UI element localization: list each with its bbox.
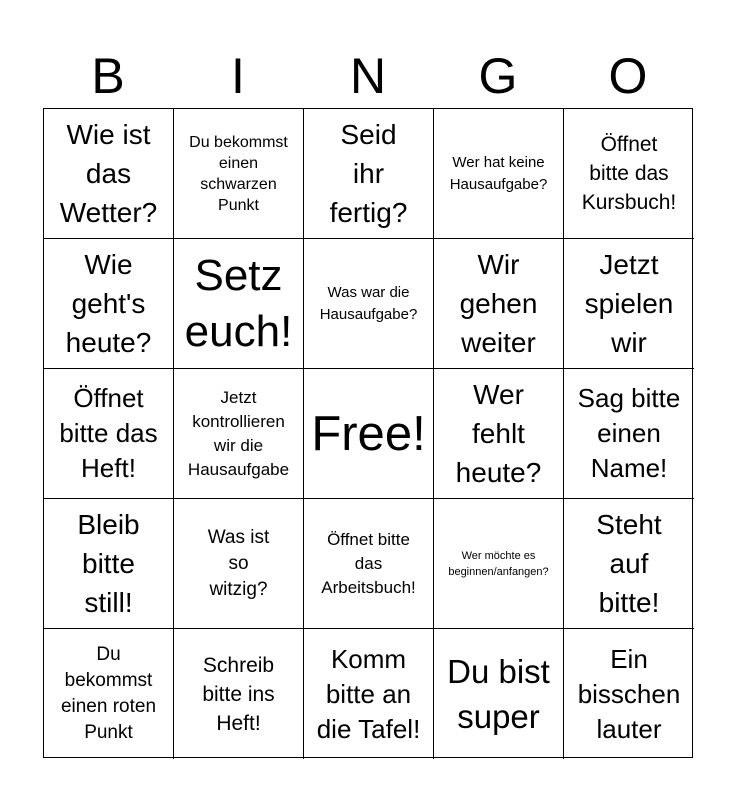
bingo-cell-text: Komm bitte an die Tafel! <box>316 643 421 744</box>
bingo-cell-text: Setz euch! <box>184 250 293 356</box>
bingo-cell-r2c5 <box>564 239 694 369</box>
bingo-cell-r5c4 <box>434 629 564 759</box>
bingo-cell-r3c3 <box>304 369 434 499</box>
bingo-cell-text: Wie geht's heute? <box>65 249 152 358</box>
bingo-cell-r2c4 <box>434 239 564 369</box>
bingo-cell-r3c5 <box>564 369 694 499</box>
header-letter-o: O <box>608 48 648 104</box>
bingo-grid <box>43 108 693 758</box>
bingo-cell-r5c2 <box>174 629 304 759</box>
bingo-cell-text: Jetzt spielen wir <box>584 249 674 358</box>
bingo-cell-text: Was ist so witzig? <box>207 526 270 600</box>
bingo-cell-r5c3 <box>304 629 434 759</box>
bingo-cell-text: Schreib bitte ins Heft! <box>202 653 275 735</box>
bingo-cell-r3c4 <box>434 369 564 499</box>
bingo-cell-text: Steht auf bitte! <box>596 509 662 618</box>
bingo-cell-text: Du bist super <box>447 653 550 735</box>
bingo-cell-text: Wie ist das Wetter? <box>59 119 158 228</box>
bingo-cell-text: Wer möchte es beginnen/anfangen? <box>448 549 549 578</box>
bingo-cell-r1c1 <box>44 109 174 239</box>
bingo-cell-r1c2 <box>174 109 304 239</box>
bingo-cell-text: Was war die Hausaufgabe? <box>319 283 418 323</box>
bingo-cell-text: Wer hat keine Hausaufgabe? <box>449 153 548 193</box>
bingo-cell-text: Öffnet bitte das Heft! <box>59 383 158 483</box>
header-letter-b: B <box>91 48 125 104</box>
bingo-cell-r4c1 <box>44 499 174 629</box>
bingo-cell-text: Öffnet bitte das Arbeitsbuch! <box>321 529 416 597</box>
bingo-cell-r2c2 <box>174 239 304 369</box>
bingo-cell-text: Jetzt kontrollieren wir die Hausaufgabe <box>187 387 290 479</box>
bingo-cell-r1c4 <box>434 109 564 239</box>
bingo-cell-r4c2 <box>174 499 304 629</box>
bingo-cell-text: Du bekommst einen schwarzen Punkt <box>189 133 288 214</box>
bingo-cell-text: Sag bitte einen Name! <box>577 383 681 483</box>
bingo-cell-r1c3 <box>304 109 434 239</box>
bingo-cell-text: Free! <box>311 406 426 461</box>
bingo-cell-r5c5 <box>564 629 694 759</box>
bingo-cell-r2c3 <box>304 239 434 369</box>
bingo-cell-text: Du bekommst einen roten Punkt <box>60 644 157 743</box>
bingo-header <box>43 44 693 108</box>
bingo-cell-text: Wir gehen weiter <box>459 249 538 358</box>
header-letter-g: G <box>478 48 518 104</box>
bingo-cell-r4c3 <box>304 499 434 629</box>
bingo-cell-text: Bleib bitte still! <box>77 509 140 618</box>
bingo-cell-r5c1 <box>44 629 174 759</box>
bingo-cell-text: Wer fehlt heute? <box>455 379 542 488</box>
bingo-cell-text: Öffnet bitte das Kursbuch! <box>581 133 677 214</box>
bingo-cell-r1c5 <box>564 109 694 239</box>
bingo-cell-r3c1 <box>44 369 174 499</box>
bingo-cell-text: Ein bisschen lauter <box>577 643 681 744</box>
bingo-cell-r4c4 <box>434 499 564 629</box>
header-letter-i: I <box>231 48 245 104</box>
header-letter-n: N <box>349 48 387 104</box>
bingo-cell-text: Seid ihr fertig? <box>329 119 408 228</box>
bingo-cell-r3c2 <box>174 369 304 499</box>
bingo-cell-r4c5 <box>564 499 694 629</box>
bingo-cell-r2c1 <box>44 239 174 369</box>
